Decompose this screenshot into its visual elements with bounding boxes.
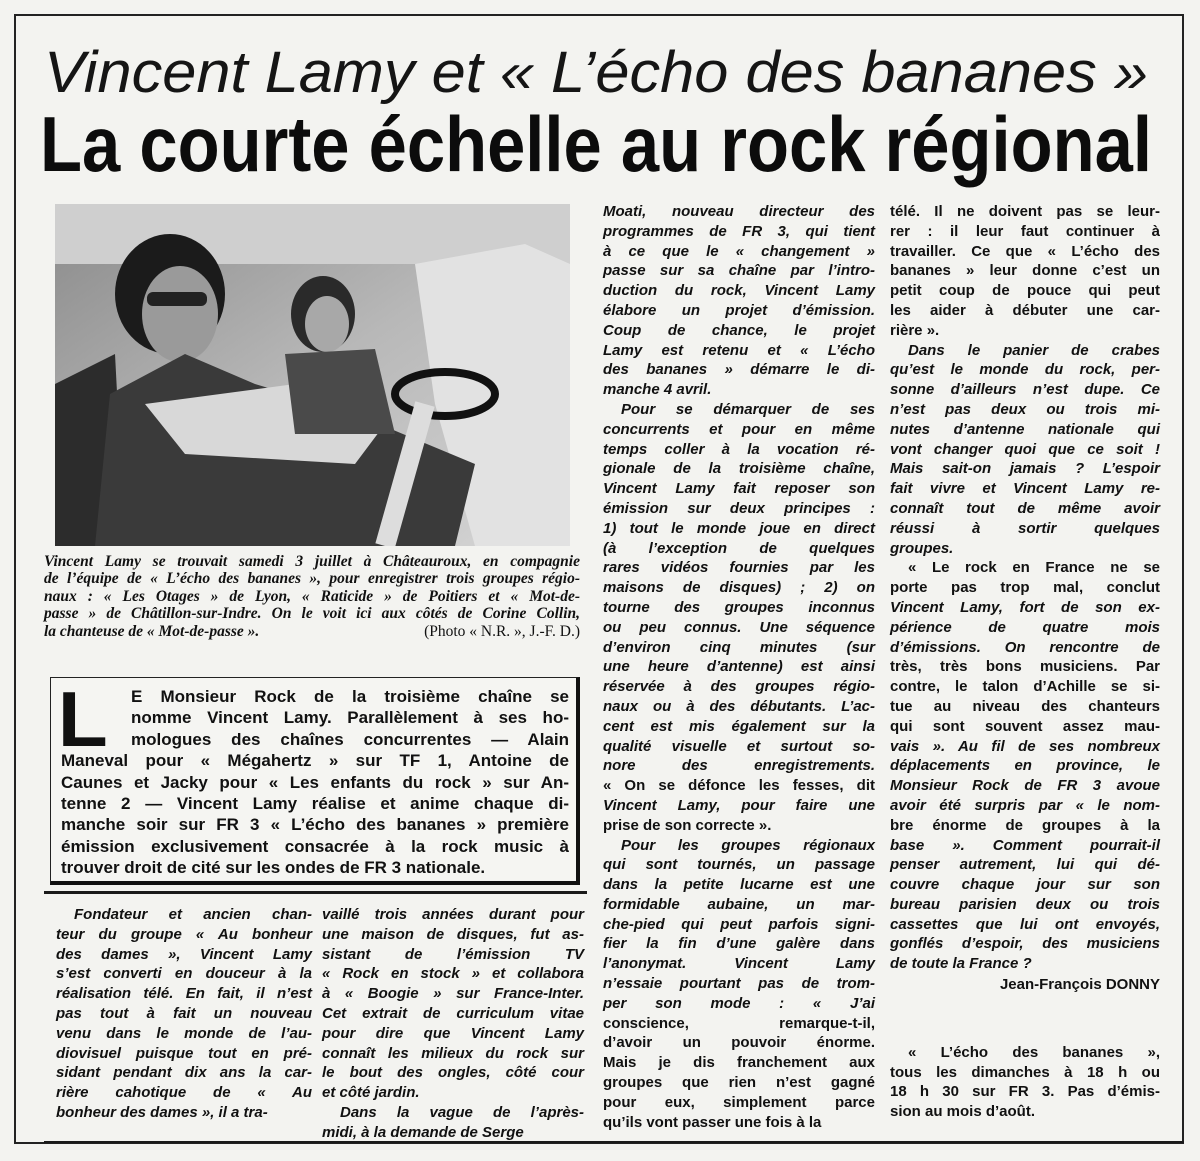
text-line: des dames », Vincent Lamy: [56, 945, 312, 963]
text-line: s’est converti en douceur à la: [56, 965, 312, 983]
text-line: concurrents et pour en même: [603, 420, 875, 438]
column-divider: [44, 891, 587, 894]
text-line: passe sur sa chaîne par l’intro-: [603, 262, 875, 280]
text-line: E Monsieur Rock de la troisième chaîne se: [131, 687, 569, 706]
article-photo: [55, 204, 570, 546]
text-line: « Rock en stock » et collabora: [322, 965, 584, 983]
text-line: rares vidéos fournies par les: [603, 559, 875, 577]
text-line: Dans la vague de l’après-: [340, 1103, 584, 1121]
text-line: très, très bons musiciens. Par: [890, 658, 1160, 676]
caption-last-line: la chanteuse de « Mot-de-passe ».: [44, 622, 260, 640]
text-line: de toute la France ?: [890, 955, 1032, 973]
caption-line: naux : « Les Otages » de Lyon, « Raticide » de Poitiers et « Mot-de-: [44, 587, 580, 605]
text-line: qui sont tournés, un passage: [603, 856, 875, 874]
text-line: télé. Il ne doivent pas se leur-: [890, 203, 1160, 220]
lead-text: [61, 686, 569, 879]
column-bottom-right: [322, 905, 584, 1143]
text-line: Mais sait-on jamais ? L’espoir: [890, 460, 1160, 478]
text-line: bre énorme de groupes à la: [890, 816, 1160, 834]
text-line: (à l’exception de quelques: [603, 539, 875, 557]
caption-line: Vincent Lamy se trouvait samedi 3 juillet à Châteauroux, en compagnie: [44, 553, 580, 570]
lead-box: [50, 677, 580, 885]
text-line: « Le rock en France ne se: [908, 559, 1160, 577]
text-line: tue au niveau des chanteurs: [890, 697, 1160, 715]
paragraph: [322, 1103, 584, 1143]
text-line: nore des enregistrements.: [603, 757, 875, 775]
photo-caption: [44, 553, 580, 640]
text-line: trouver droit de cité sur les ondes de FR 3 nationale.: [61, 858, 486, 878]
headline-kicker: [44, 40, 1148, 106]
text-line: Mais je dis franchement aux: [603, 1054, 875, 1072]
text-line: n’est pas deux ou trois mi-: [890, 400, 1160, 418]
text-line: Pour les groupes régionaux: [621, 836, 875, 854]
headline-title: [40, 100, 1152, 188]
text-line: élabore un projet d’émission.: [603, 301, 875, 319]
text-line: et côté jardin.: [322, 1084, 420, 1102]
text-line: vaillé trois années durant pour: [322, 906, 584, 923]
text-line: petit coup de pouce qui peut: [890, 282, 1160, 300]
text-line: fait vivre et Vincent Lamy re-: [890, 480, 1160, 498]
text-line: tourne des groupes inconnus: [603, 598, 875, 616]
column-third: [603, 202, 875, 1132]
text-line: réalisation télé. En fait, il n’est: [56, 985, 312, 1003]
text-line: diovisuel puisque tout en pré-: [56, 1044, 312, 1062]
text-line: vont changer quoi que ce soit !: [890, 440, 1160, 458]
text-line: Maneval pour « Mégahertz » sur TF 1, Antoine de: [61, 751, 569, 771]
text-line: les aider à débuter une car-: [890, 301, 1160, 319]
text-line: sidant pendant dix ans la car-: [56, 1064, 312, 1082]
text-line: penser autrement, lui qui dé-: [890, 856, 1160, 874]
text-line: d’émissions. On rencontre de: [890, 638, 1160, 656]
text-line: avoir été surpris par « le nom-: [890, 796, 1160, 814]
caption-line: [44, 623, 580, 640]
text-line: Coup de chance, le projet: [603, 321, 875, 339]
text-line: périence de quatre mois: [890, 618, 1160, 636]
text-line: sistant de l’émission TV: [322, 945, 584, 963]
text-line: travailler. Ce que « L’écho des: [890, 242, 1160, 260]
text-line: Vincent Lamy, pour faire une: [603, 796, 875, 814]
text-line: réservée à des groupes régio-: [603, 678, 875, 696]
paragraph: [890, 558, 1160, 974]
text-line: porte pas trop mal, conclut: [890, 579, 1160, 597]
text-line: ou peu connus. Une séquence: [603, 618, 875, 636]
paragraph: [603, 836, 875, 1133]
text-line: bananes » leur donne c’est un: [890, 262, 1160, 280]
column-fourth: [890, 202, 1160, 1122]
text-line: qualité visuelle et surtout so-: [603, 737, 875, 755]
column-bottom-left: [56, 905, 312, 1123]
text-line: maisons de disques) ; 2) on: [603, 579, 875, 597]
text-line: Pour se démarquer de ses: [621, 400, 875, 418]
text-line: bureau parisien deux ou trois: [890, 895, 1160, 913]
paragraph: [56, 905, 312, 1123]
text-line: n’essaie pourtant pas de trom-: [603, 975, 875, 993]
text-line: dans la petite lucarne est une: [603, 876, 875, 894]
text-line: sonne d’ailleurs n’est dupe. Ce: [890, 381, 1160, 399]
text-line: duction du rock, Vincent Lamy: [603, 282, 875, 300]
text-line: bonheur des dames », il a tra-: [56, 1103, 268, 1121]
text-line: Monsieur Rock de FR 3 avoue: [890, 777, 1160, 795]
caption-line: de l’équipe de « L’écho des bananes », pour enregistrer trois groupes régio-: [44, 570, 580, 588]
text-line: temps coller à la vocation ré-: [603, 440, 875, 458]
text-line: Cet extrait de curriculum vitae: [322, 1004, 584, 1022]
text-line: gonflés d’espoir, des musiciens: [890, 935, 1160, 953]
text-line: manche soir sur FR 3 « L’écho des bananes » première: [61, 815, 569, 835]
headline-title-text: La courte échelle au rock régional: [40, 100, 1152, 188]
text-line: pour eux, simplement parce: [603, 1093, 875, 1111]
text-line: le bout des ongles, côté cour: [322, 1064, 584, 1082]
text-line: gionale de la troisième chaîne,: [603, 460, 875, 478]
text-line: l’anonymat. Vincent Lamy: [603, 955, 875, 973]
text-line: une heure d’antenne) est ainsi: [603, 658, 875, 676]
text-line: che-pied qui peut parfois signi-: [603, 915, 875, 933]
paragraph: [603, 202, 875, 400]
text-line: vais ». Au fil de ses nombreux: [890, 737, 1160, 755]
text-line: Vincent Lamy fait reposer son: [603, 480, 875, 498]
text-line: base ». Comment pourrait-il: [890, 836, 1160, 854]
text-line: à « Boogie » sur France-Inter.: [322, 985, 584, 1003]
text-line: des bananes » démarre le di-: [603, 361, 875, 379]
text-line: conscience, remarque-t-il,: [603, 1014, 875, 1032]
text-line: naux ou à des débutants. L’ac-: [603, 697, 875, 715]
author-signature: Jean-François DONNY: [999, 976, 1160, 994]
text-line: prise de son correcte ».: [603, 816, 772, 834]
text-line: nomme Vincent Lamy. Parallèlement à ses ho-: [131, 708, 569, 728]
photo-image: [55, 204, 570, 546]
paragraph: [890, 202, 1160, 341]
text-line: Moati, nouveau directeur des: [603, 203, 875, 220]
broadcast-info: [890, 1043, 1160, 1122]
text-line: manche 4 avril.: [603, 381, 712, 399]
bottom-rule: [44, 1141, 1184, 1143]
text-line: Fondateur et ancien chan-: [74, 906, 312, 923]
text-line: cassettes que lui ont envoyés,: [890, 915, 1160, 933]
text-line: 18 h 30 sur FR 3. Pas d’émis-: [890, 1083, 1160, 1101]
text-line: rière ».: [890, 321, 940, 339]
text-line: « On se défonce les fesses, dit: [603, 777, 875, 795]
text-line: qu’est le monde du rock, per-: [890, 361, 1160, 379]
text-line: rière cahotique de « Au: [56, 1084, 312, 1102]
text-line: connaît tout de même avoir: [890, 499, 1160, 517]
text-line: Vincent Lamy, fort de son ex-: [890, 598, 1160, 616]
text-line: réussi à sortir quelques: [890, 519, 1160, 537]
text-line: d’avoir un pouvoir énorme.: [603, 1034, 875, 1052]
paragraph: [322, 905, 584, 1103]
text-line: pour dire que Vincent Lamy: [322, 1024, 584, 1042]
text-line: à ce que le « changement »: [603, 242, 875, 260]
text-line: programmes de FR 3, qui tient: [603, 222, 875, 240]
text-line: venu dans le monde de l’au-: [56, 1024, 312, 1042]
text-line: mologues des chaînes concurrentes — Alain: [131, 729, 569, 749]
paragraph: [603, 400, 875, 836]
paragraph: [890, 341, 1160, 559]
text-line: émission exclusivement consacrée à la rock music à: [61, 836, 569, 856]
drop-cap: L: [57, 675, 108, 763]
text-line: per son mode : « J’ai: [603, 994, 875, 1012]
text-line: tenne 2 — Vincent Lamy réalise et anime chaque di-: [61, 793, 569, 813]
text-line: contre, le talon d’Achille se si-: [890, 678, 1160, 696]
text-line: Caunes et Jacky pour « Les enfants du rock » sur An-: [61, 772, 569, 792]
text-line: tous les dimanches à 18 h ou: [890, 1063, 1160, 1081]
text-line: qui sont souvent assez mau-: [890, 717, 1160, 735]
text-line: teur du groupe « Au bonheur: [56, 925, 312, 943]
text-line: une maison de disques, fut as-: [322, 925, 584, 943]
text-line: Dans le panier de crabes: [908, 341, 1160, 359]
text-line: midi, à la demande de Serge: [322, 1123, 524, 1141]
photo-credit: (Photo « N.R. », J.-F. D.): [424, 622, 580, 640]
text-line: d’environ cinq minutes (sur: [603, 638, 875, 656]
text-line: déplacements en province, le: [890, 757, 1160, 775]
text-line: qu’ils vont passer une fois à la: [603, 1113, 822, 1131]
text-line: connaît les milieux du rock sur: [322, 1044, 584, 1062]
text-line: émission sur deux principes :: [603, 499, 875, 517]
text-line: groupes.: [890, 539, 954, 557]
text-line: sion au mois d’août.: [890, 1103, 1036, 1121]
caption-line: passe » de Châtillon-sur-Indre. On le voit ici aux côtés de Corine Collin,: [44, 605, 580, 623]
headline-kicker-text: Vincent Lamy et « L’écho des bananes »: [44, 40, 1148, 105]
text-line: couvre chaque jour sur son: [890, 876, 1160, 894]
text-line: formidable aubaine, un mar-: [603, 895, 875, 913]
text-line: 1) tout le monde joue en direct: [603, 519, 875, 537]
text-line: fier la fin d’une galère dans: [603, 935, 875, 953]
text-line: pas tout à fait un nouveau: [56, 1004, 312, 1022]
text-line: « L’écho des bananes »,: [908, 1043, 1160, 1061]
text-line: rer : il leur faut continuer à: [890, 222, 1160, 240]
text-line: cent est mis également sur la: [603, 717, 875, 735]
text-line: groupes que rien n’est gagné: [603, 1074, 875, 1092]
text-line: nutes d’antenne nationale qui: [890, 420, 1160, 438]
text-line: Lamy est retenu et « L’écho: [603, 341, 875, 359]
